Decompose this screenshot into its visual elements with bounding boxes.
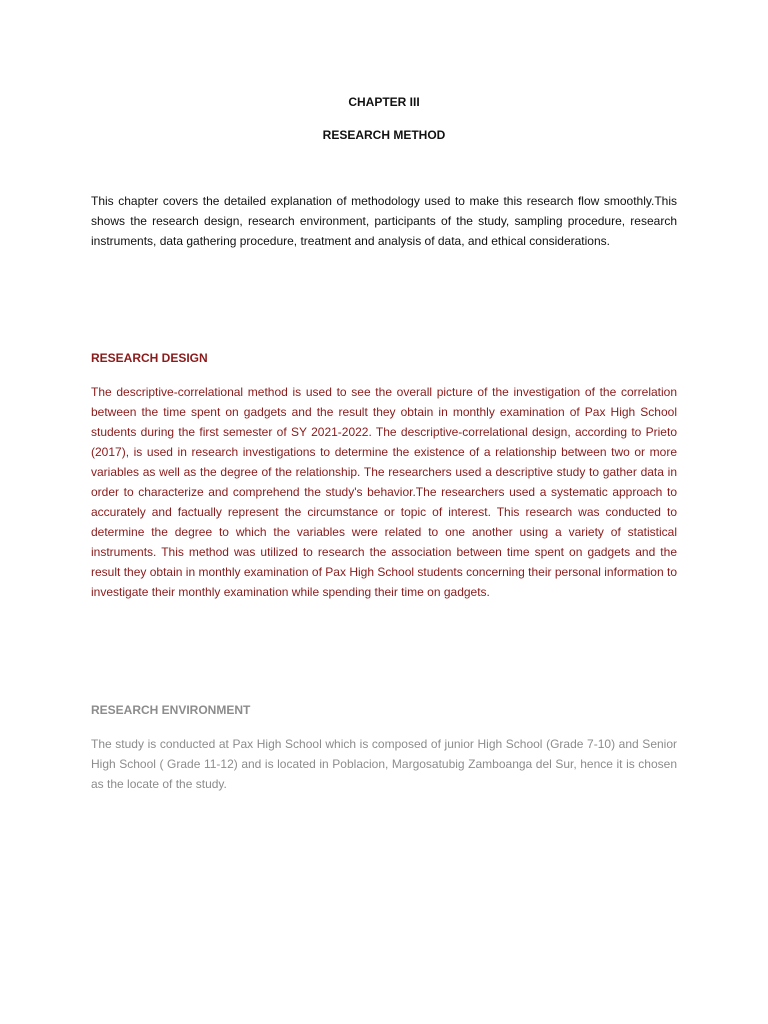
research-environment-paragraph: The study is conducted at Pax High School which is composed of junior High School (Grade 7-10) and Senior High School ( Grade 11-12) and is located in Poblacion, Margosatubig Zamboanga del Sur, hence it is chosen as the locate of the study. (91, 737, 677, 791)
chapter-label: CHAPTER III (348, 95, 420, 109)
research-design-paragraph: The descriptive-correlational method is used to see the overall picture of the investigation of the correlation between the time spent on gadgets and the result they obtain in monthly examination of Pax High School students during the first semester of SY 2021-2022. The descriptive-correlational design, according to Prieto (2017), is used in research investigations to determine the existence of a relationship between two or more variables as well as the degree of the relationship. The researchers used a descriptive study to gather data in order to characterize and comprehend the study's behavior.The researchers used a systematic approach to accurately and factually represent the circumstance or topic of interest. This research was conducted to determine the degree to which the variables were related to one another using a variety of statistical instruments. This method was utilized to research the association between time spent on gadgets and the result they obtain in monthly examination of Pax High School students concerning their personal information to investigate their monthly examination while spending their time on gadgets. (91, 385, 677, 599)
intro-paragraph: This chapter covers the detailed explanation of methodology used to make this research flow smoothly.This shows the research design, research environment, participants of the study, sampling procedure, research instruments, data gathering procedure, treatment and analysis of data, and ethical considerations. (91, 194, 677, 248)
research-design-heading: RESEARCH DESIGN (91, 351, 208, 365)
chapter-title: RESEARCH METHOD (322, 128, 446, 142)
research-environment-heading: RESEARCH ENVIRONMENT (91, 703, 251, 717)
